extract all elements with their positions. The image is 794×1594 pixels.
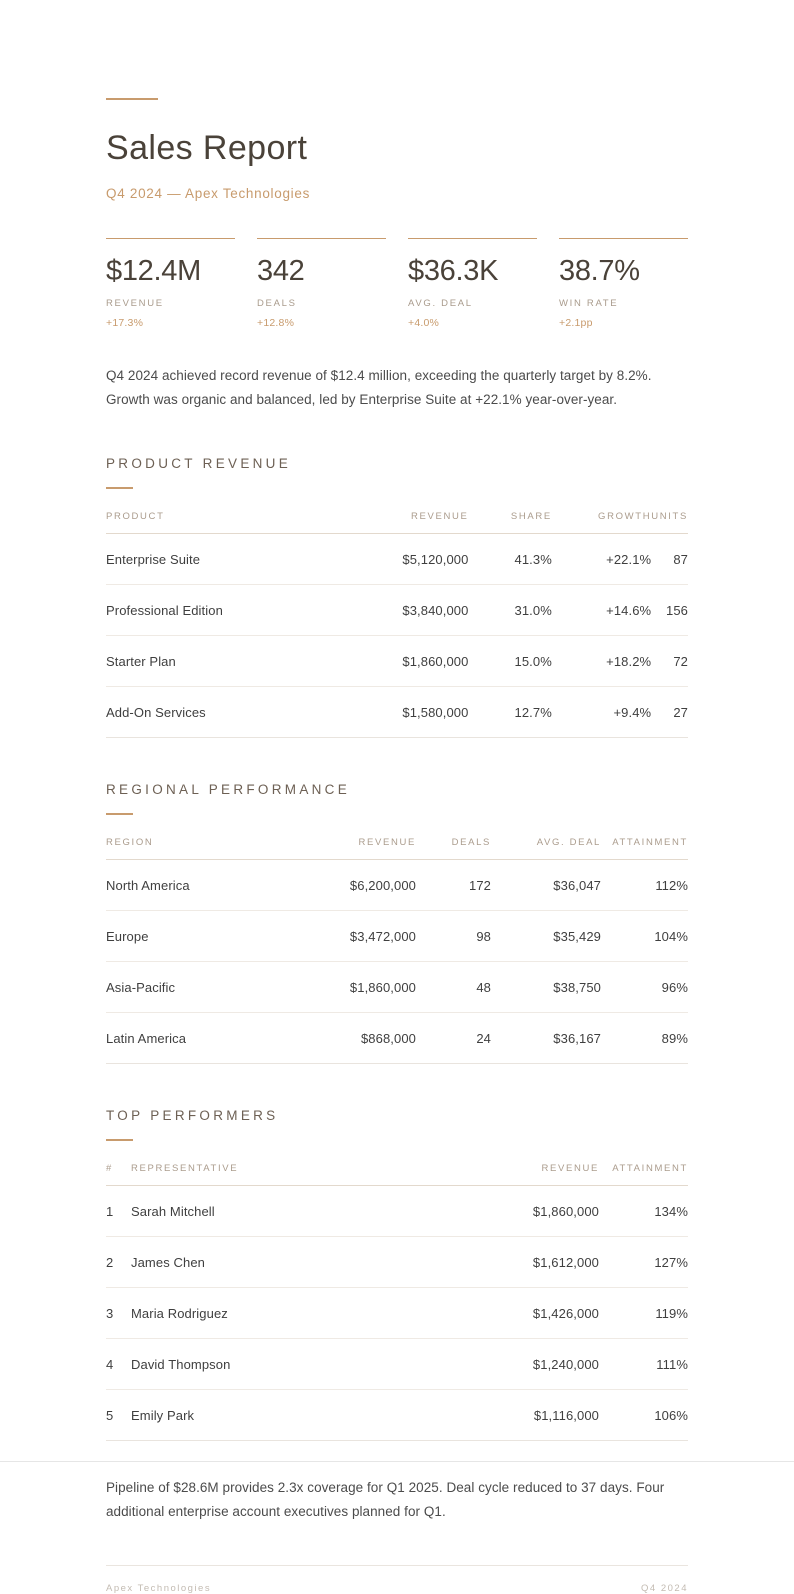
cell-rank: 4	[106, 1338, 124, 1389]
cell-share: 15.0%	[468, 635, 551, 686]
kpi-deals	[257, 238, 408, 328]
cell-attainment: 106%	[599, 1389, 688, 1440]
cell-representative: James Chen	[124, 1236, 464, 1287]
cell-rank: 3	[106, 1287, 124, 1338]
table-row	[106, 1389, 688, 1440]
cell-attainment: 96%	[601, 961, 688, 1012]
table-header-row	[106, 1163, 688, 1186]
table-row	[106, 533, 688, 584]
cell-revenue: $1,860,000	[291, 961, 416, 1012]
page-title: Sales Report	[106, 129, 308, 167]
column-header-attainment: ATTAINMENT	[601, 837, 688, 860]
cell-revenue: $1,860,000	[464, 1185, 599, 1236]
cell-revenue: $5,120,000	[344, 533, 468, 584]
column-header-product: PRODUCT	[106, 511, 344, 534]
table-row	[106, 1338, 688, 1389]
cell-deals: 98	[416, 910, 491, 961]
section-accent-dash	[106, 487, 133, 489]
table-row	[106, 635, 688, 686]
cell-deals: 24	[416, 1012, 491, 1063]
kpi-value: 38.7%	[559, 255, 640, 288]
cell-revenue: $1,860,000	[344, 635, 468, 686]
kpi-delta: +12.8%	[257, 316, 295, 329]
regional-performance-table	[106, 837, 688, 1064]
table-row	[106, 961, 688, 1012]
section-title: REGIONAL PERFORMANCE	[106, 781, 351, 797]
cell-share: 41.3%	[468, 533, 551, 584]
kpi-row	[106, 238, 688, 328]
table-row	[106, 859, 688, 910]
cell-representative: Emily Park	[124, 1389, 464, 1440]
cell-product: Enterprise Suite	[106, 533, 344, 584]
cell-rank: 1	[106, 1185, 124, 1236]
kpi-rule	[408, 238, 537, 239]
cell-product: Add-On Services	[106, 686, 344, 737]
page-subtitle: Q4 2024 — Apex Technologies	[106, 186, 311, 202]
table-row	[106, 584, 688, 635]
table-row	[106, 686, 688, 737]
kpi-avg-deal	[408, 238, 559, 328]
cell-share: 31.0%	[468, 584, 551, 635]
kpi-label: DEALS	[257, 297, 297, 309]
kpi-label: WIN RATE	[559, 297, 619, 309]
table-row	[106, 1287, 688, 1338]
column-header-revenue: REVENUE	[464, 1163, 599, 1186]
section-accent-dash	[106, 1139, 133, 1141]
cell-revenue: $868,000	[291, 1012, 416, 1063]
cell-revenue: $1,116,000	[464, 1389, 599, 1440]
column-header-attainment: ATTAINMENT	[599, 1163, 688, 1186]
kpi-delta: +2.1pp	[559, 316, 593, 329]
cell-growth: +9.4%	[552, 686, 651, 737]
cell-representative: David Thompson	[124, 1338, 464, 1389]
column-header-representative: REPRESENTATIVE	[124, 1163, 464, 1186]
column-header-deals: DEALS	[416, 837, 491, 860]
cell-revenue: $1,426,000	[464, 1287, 599, 1338]
section-title: PRODUCT REVENUE	[106, 455, 292, 471]
column-header-region: REGION	[106, 837, 291, 860]
column-header-share: SHARE	[468, 511, 551, 534]
cell-growth: +14.6%	[552, 584, 651, 635]
kpi-rule	[559, 238, 688, 239]
cell-units: 87	[651, 533, 688, 584]
section-title: TOP PERFORMERS	[106, 1107, 279, 1123]
title-accent-rule	[106, 98, 158, 100]
cell-region: Latin America	[106, 1012, 291, 1063]
cell-revenue: $1,580,000	[344, 686, 468, 737]
cell-attainment: 134%	[599, 1185, 688, 1236]
closing-paragraph: Pipeline of $28.6M provides 2.3x coverage for Q1 2025. Deal cycle reduced to 37 days. Four additional enterprise account executives planned for Q1.	[106, 1479, 665, 1519]
kpi-win-rate	[559, 238, 710, 328]
cell-product: Starter Plan	[106, 635, 344, 686]
column-header-revenue: REVENUE	[291, 837, 416, 860]
top-performers-table	[106, 1163, 688, 1441]
kpi-value: $12.4M	[106, 255, 201, 288]
column-header-avg-deal: AVG. DEAL	[491, 837, 601, 860]
cell-rank: 2	[106, 1236, 124, 1287]
table-row	[106, 1236, 688, 1287]
footer-period: Q4 2024	[641, 1582, 688, 1594]
kpi-label: REVENUE	[106, 297, 164, 309]
section-top-performers	[106, 1108, 688, 1441]
page-footer	[106, 1565, 688, 1594]
kpi-label: AVG. DEAL	[408, 297, 473, 309]
product-revenue-table	[106, 511, 688, 738]
cell-attainment: 127%	[599, 1236, 688, 1287]
cell-avg-deal: $38,750	[491, 961, 601, 1012]
table-row	[106, 1012, 688, 1063]
section-regional-performance	[106, 782, 688, 1064]
kpi-delta: +4.0%	[408, 316, 440, 329]
cell-attainment: 119%	[599, 1287, 688, 1338]
table-header-row	[106, 837, 688, 860]
cell-attainment: 104%	[601, 910, 688, 961]
summary-paragraph: Q4 2024 achieved record revenue of $12.4 million, exceeding the quarterly target by 8.2%. Growth was organic and balanced, led by Enterprise Suite at +22.1% year-over-year.	[106, 367, 652, 407]
kpi-value: $36.3K	[408, 255, 499, 288]
column-header-revenue: REVENUE	[344, 511, 468, 534]
section-product-revenue	[106, 456, 688, 738]
cell-representative: Sarah Mitchell	[124, 1185, 464, 1236]
cell-region: North America	[106, 859, 291, 910]
cell-share: 12.7%	[468, 686, 551, 737]
cell-attainment: 89%	[601, 1012, 688, 1063]
table-row	[106, 1185, 688, 1236]
kpi-rule	[257, 238, 386, 239]
cell-region: Asia-Pacific	[106, 961, 291, 1012]
cell-growth: +18.2%	[552, 635, 651, 686]
section-accent-dash	[106, 813, 133, 815]
table-header-row	[106, 511, 688, 534]
kpi-rule	[106, 238, 235, 239]
cell-deals: 172	[416, 859, 491, 910]
cell-avg-deal: $36,047	[491, 859, 601, 910]
cell-rank: 5	[106, 1389, 124, 1440]
cell-avg-deal: $35,429	[491, 910, 601, 961]
column-header-growth: GROWTH	[552, 511, 651, 534]
column-header-units: UNITS	[651, 511, 688, 534]
cell-units: 72	[651, 635, 688, 686]
cell-representative: Maria Rodriguez	[124, 1287, 464, 1338]
cell-attainment: 111%	[599, 1338, 688, 1389]
footer-company: Apex Technologies	[106, 1582, 212, 1594]
cell-revenue: $3,840,000	[344, 584, 468, 635]
cell-deals: 48	[416, 961, 491, 1012]
column-header-rank: #	[106, 1163, 124, 1186]
kpi-revenue	[106, 238, 257, 328]
table-row	[106, 910, 688, 961]
cell-attainment: 112%	[601, 859, 688, 910]
cell-region: Europe	[106, 910, 291, 961]
cell-avg-deal: $36,167	[491, 1012, 601, 1063]
kpi-delta: +17.3%	[106, 316, 144, 329]
cell-growth: +22.1%	[552, 533, 651, 584]
cell-revenue: $1,612,000	[464, 1236, 599, 1287]
cell-product: Professional Edition	[106, 584, 344, 635]
cell-revenue: $6,200,000	[291, 859, 416, 910]
cell-units: 156	[651, 584, 688, 635]
kpi-value: 342	[257, 255, 305, 288]
cell-revenue: $3,472,000	[291, 910, 416, 961]
cell-revenue: $1,240,000	[464, 1338, 599, 1389]
cell-units: 27	[651, 686, 688, 737]
